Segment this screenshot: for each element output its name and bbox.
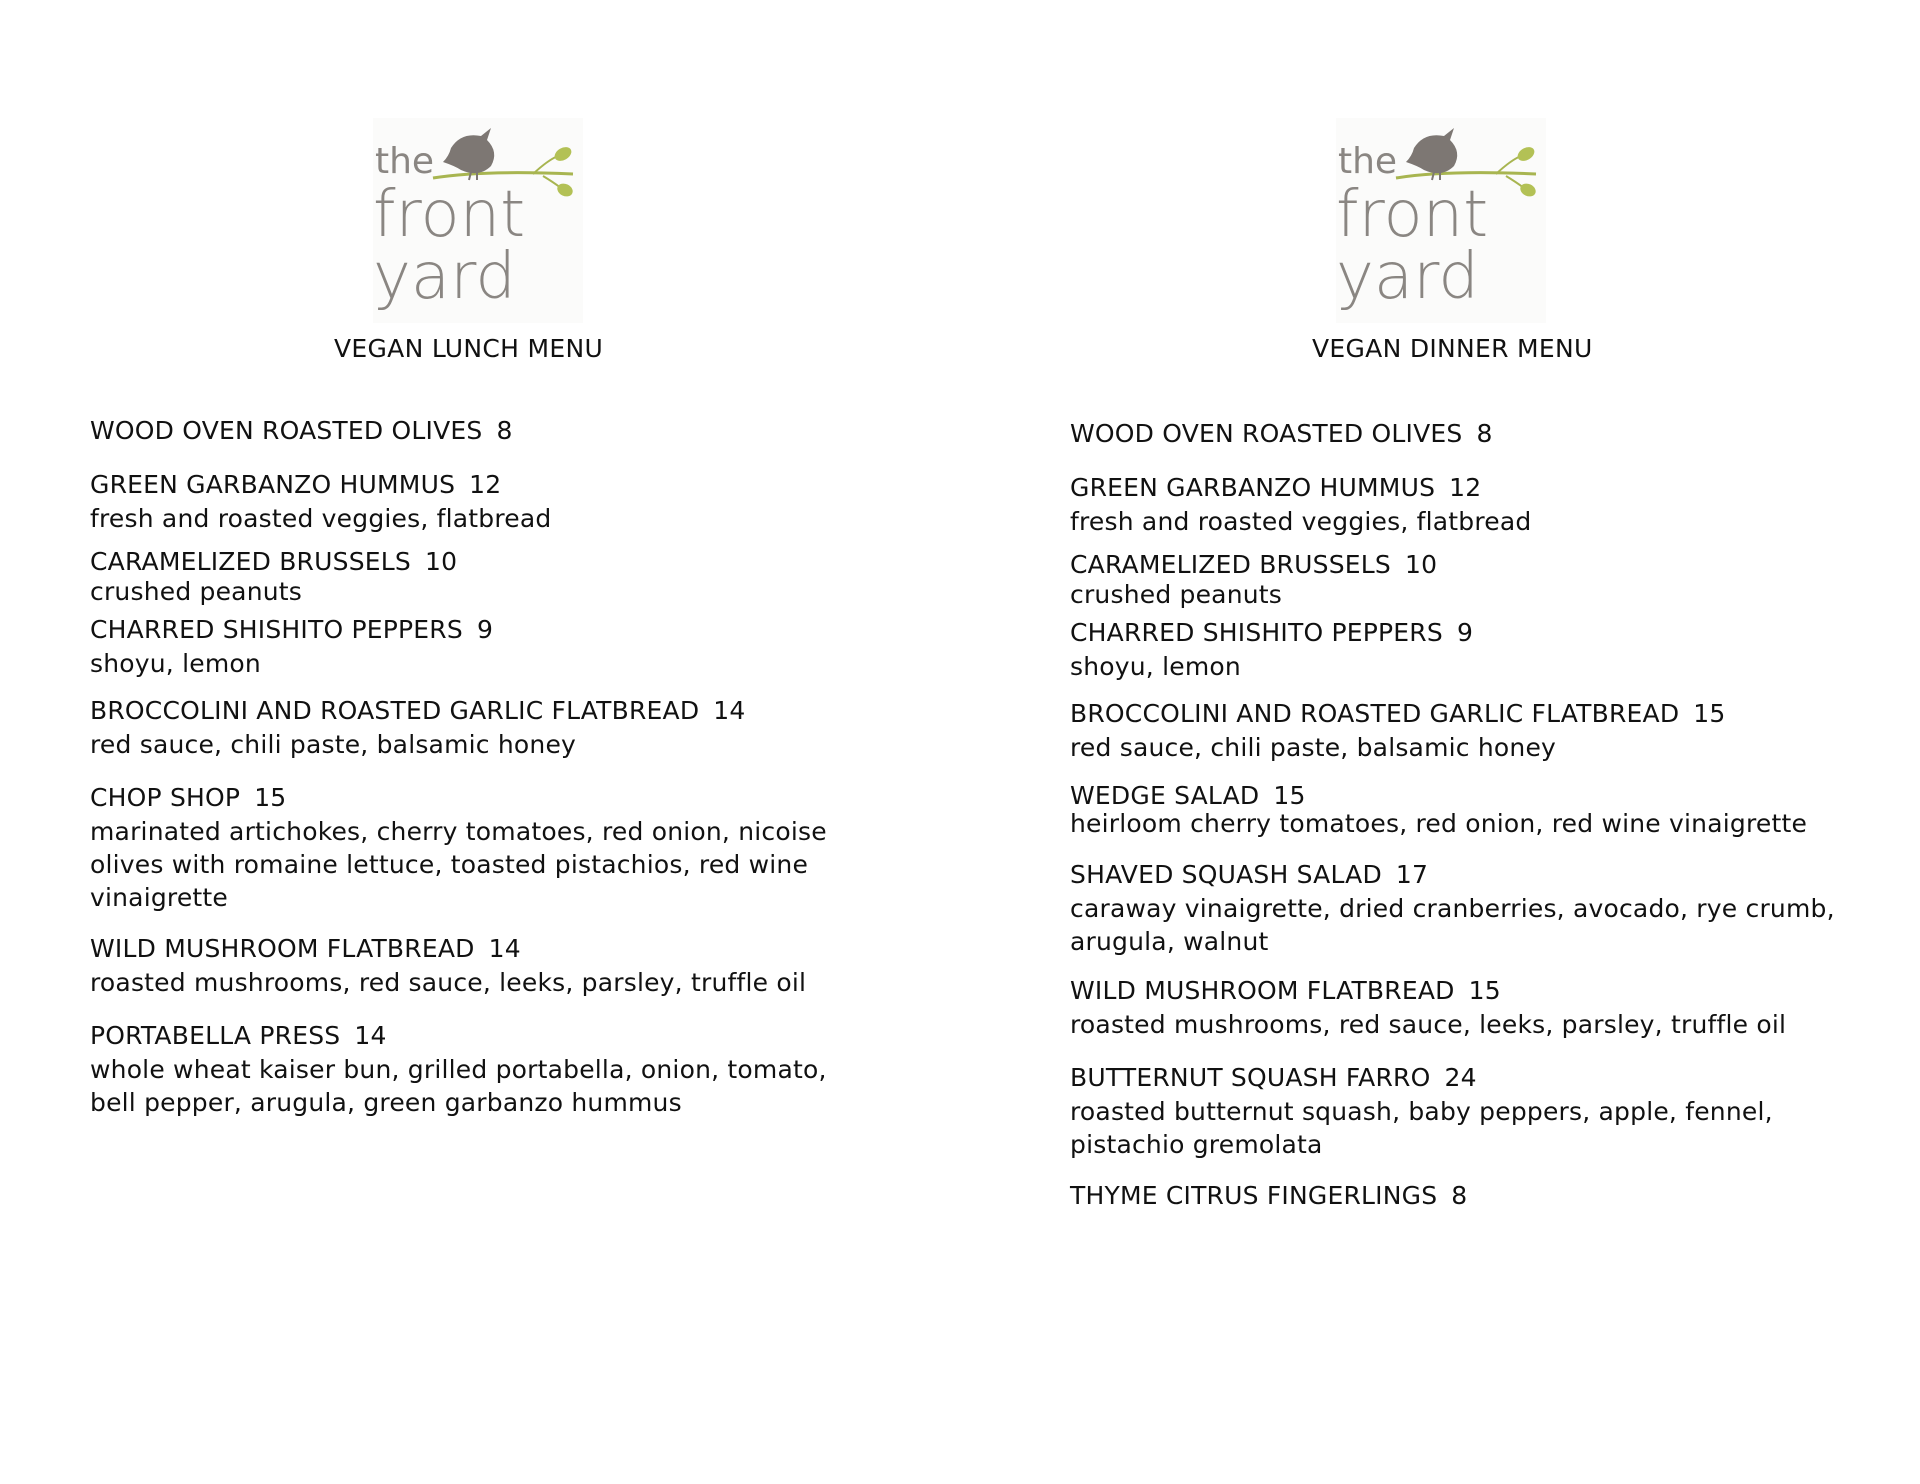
item-price: 8 <box>1476 419 1493 448</box>
menu-item <box>1070 616 1870 683</box>
menu-item <box>90 468 880 535</box>
item-name: WOOD OVEN ROASTED OLIVES <box>1070 419 1463 448</box>
item-name: CARAMELIZED BRUSSELS <box>1070 550 1391 579</box>
item-price: 15 <box>1693 699 1726 728</box>
item-description: crushed peanuts <box>1070 580 1283 609</box>
item-description: roasted mushrooms, red sauce, leeks, parsley, truffle oil <box>1070 1010 1787 1039</box>
item-price: 15 <box>1273 781 1306 810</box>
bird-on-branch-logo-icon <box>373 118 583 323</box>
menu-item <box>90 1019 880 1119</box>
item-price: 14 <box>354 1021 387 1050</box>
menu-item <box>1070 1179 1870 1213</box>
item-name: CHARRED SHISHITO PEPPERS <box>1070 618 1443 647</box>
menu-item-list <box>90 414 880 1119</box>
item-price: 14 <box>488 934 521 963</box>
menu-item <box>1070 550 1870 610</box>
menu-item <box>1070 782 1870 838</box>
item-description: roasted mushrooms, red sauce, leeks, parsley, truffle oil <box>90 968 807 997</box>
item-description: red sauce, chili paste, balsamic honey <box>90 730 577 759</box>
lunch-menu-column <box>0 0 900 1484</box>
menu-item <box>90 414 880 448</box>
item-description: crushed peanuts <box>90 577 303 606</box>
item-name: BROCCOLINI AND ROASTED GARLIC FLATBREAD <box>90 696 700 725</box>
item-description: fresh and roasted veggies, flatbread <box>1070 507 1532 536</box>
menu-item <box>90 694 880 761</box>
item-name: CHARRED SHISHITO PEPPERS <box>90 615 463 644</box>
item-name: BUTTERNUT SQUASH FARRO <box>1070 1063 1431 1092</box>
item-name: THYME CITRUS FINGERLINGS <box>1070 1181 1438 1210</box>
item-price: 8 <box>496 416 513 445</box>
item-price: 15 <box>1468 976 1501 1005</box>
restaurant-logo <box>1336 118 1546 323</box>
item-description: caraway vinaigrette, dried cranberries, avocado, rye crumb, arugula, walnut <box>1070 894 1835 956</box>
menu-item <box>90 932 880 999</box>
item-price: 9 <box>1456 618 1474 647</box>
item-price: 24 <box>1444 1063 1477 1092</box>
item-price: 9 <box>476 615 494 644</box>
menu-item <box>90 781 880 914</box>
menu-item <box>1070 1061 1870 1161</box>
item-price: 10 <box>424 547 458 576</box>
menu-item <box>1070 974 1870 1041</box>
menu-item <box>1070 417 1870 451</box>
item-name: WILD MUSHROOM FLATBREAD <box>1070 976 1455 1005</box>
item-name: CARAMELIZED BRUSSELS <box>90 547 411 576</box>
item-description: heirloom cherry tomatoes, red onion, red wine vinaigrette <box>1070 809 1808 838</box>
item-price: 12 <box>1449 473 1482 502</box>
item-description: roasted butternut squash, baby peppers, apple, fennel, pistachio gremolata <box>1070 1097 1773 1159</box>
item-price: 8 <box>1451 1181 1468 1210</box>
item-name: GREEN GARBANZO HUMMUS <box>90 470 456 499</box>
menu-item <box>90 547 880 607</box>
menu-item <box>1070 858 1870 958</box>
item-name: WILD MUSHROOM FLATBREAD <box>90 934 475 963</box>
menu-title: VEGAN DINNER MENU <box>1312 334 1593 363</box>
svg-text:front: front <box>373 178 526 252</box>
menu-item <box>1070 697 1870 764</box>
svg-text:the: the <box>375 141 435 182</box>
dinner-menu-column <box>980 0 1880 1484</box>
svg-text:yard: yard <box>1336 240 1479 314</box>
item-description: shoyu, lemon <box>1070 652 1241 681</box>
item-description: red sauce, chili paste, balsamic honey <box>1070 733 1557 762</box>
item-name: CHOP SHOP <box>90 783 241 812</box>
menu-item <box>90 613 880 680</box>
bird-on-branch-logo-icon <box>1336 118 1546 323</box>
restaurant-logo <box>373 118 583 323</box>
item-price: 14 <box>713 696 746 725</box>
item-name: GREEN GARBANZO HUMMUS <box>1070 473 1436 502</box>
item-description: marinated artichokes, cherry tomatoes, red onion, nicoise olives with romaine lettuce, toasted pistachios, red wine vinaigrette <box>90 817 827 912</box>
svg-text:front: front <box>1336 178 1489 252</box>
item-price: 15 <box>254 783 287 812</box>
item-description: whole wheat kaiser bun, grilled portabella, onion, tomato, bell pepper, arugula, green garbanzo hummus <box>90 1055 827 1117</box>
item-name: WEDGE SALAD <box>1070 781 1260 810</box>
item-name: PORTABELLA PRESS <box>90 1021 341 1050</box>
item-price: 10 <box>1404 550 1438 579</box>
item-price: 17 <box>1395 860 1429 889</box>
menu-title: VEGAN LUNCH MENU <box>334 334 604 363</box>
menu-item <box>1070 471 1870 538</box>
menu-item-list <box>1070 417 1870 1213</box>
item-name: BROCCOLINI AND ROASTED GARLIC FLATBREAD <box>1070 699 1680 728</box>
item-description: shoyu, lemon <box>90 649 261 678</box>
item-name: WOOD OVEN ROASTED OLIVES <box>90 416 483 445</box>
item-name: SHAVED SQUASH SALAD <box>1070 860 1382 889</box>
item-price: 12 <box>469 470 502 499</box>
svg-text:yard: yard <box>373 240 516 314</box>
svg-text:the: the <box>1338 141 1398 182</box>
item-description: fresh and roasted veggies, flatbread <box>90 504 552 533</box>
